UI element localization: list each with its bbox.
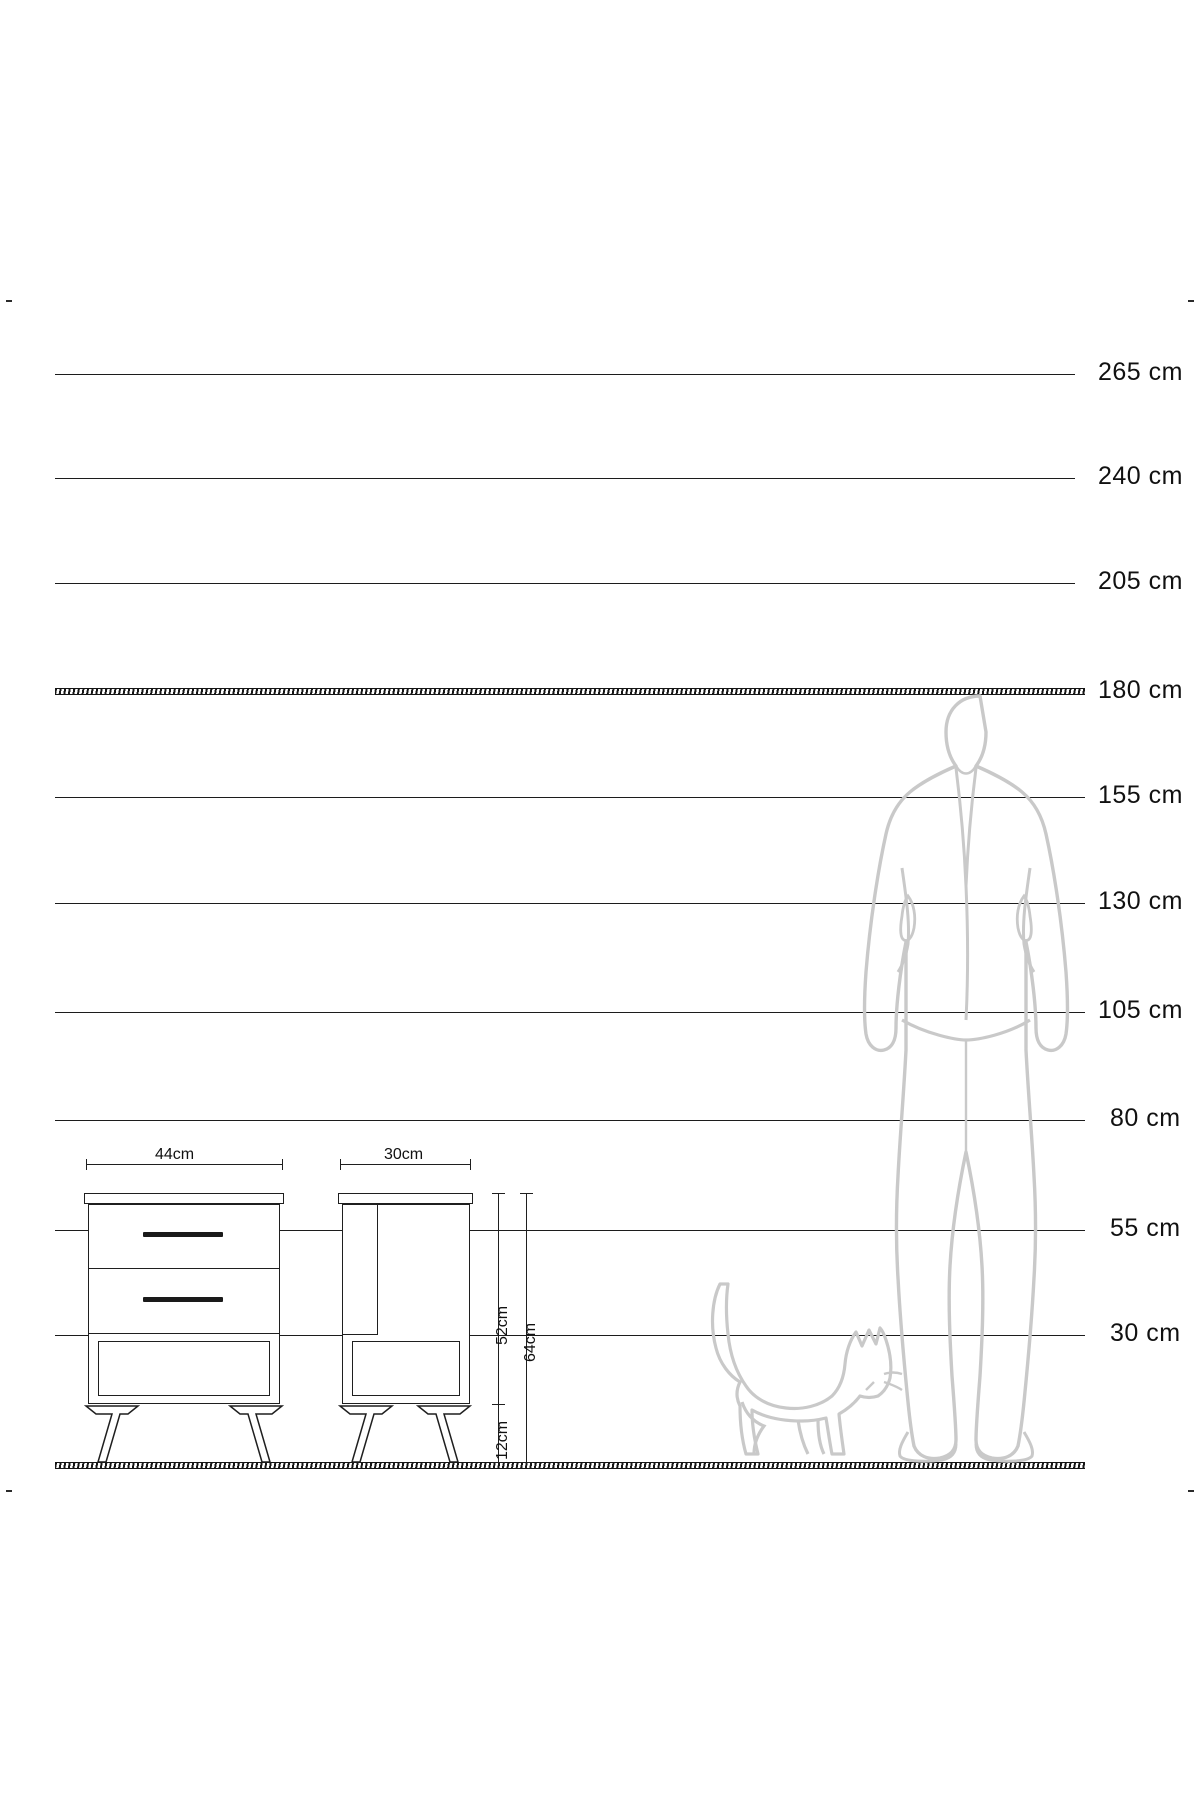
cabinet-leg-right <box>416 1404 472 1469</box>
dim-line-nightstand-width <box>86 1164 282 1165</box>
dim-cap-cabinet-width-left <box>340 1159 341 1170</box>
dim-label-nightstand-width: 44cm <box>155 1146 195 1163</box>
nightstand-leg-right <box>228 1404 284 1469</box>
dim-cap-cabinet-width-right <box>470 1159 471 1170</box>
nightstand-handle-top <box>143 1232 223 1237</box>
nightstand-leg-left <box>84 1404 140 1469</box>
corner-tick-top-right <box>1188 300 1194 302</box>
cabinet-top-board <box>338 1193 473 1204</box>
dim-label-leg-height: 12cm <box>494 1420 511 1460</box>
dim-cap-body-height-top <box>492 1193 505 1194</box>
dim-label-cabinet-width: 30cm <box>384 1146 424 1163</box>
scale-label-265: 265 cm <box>1098 358 1183 386</box>
nightstand-drawer-divider-1 <box>88 1268 280 1269</box>
scale-label-205: 205 cm <box>1098 567 1183 595</box>
scale-label-240: 240 cm <box>1098 462 1183 490</box>
man-silhouette <box>856 690 1106 1465</box>
corner-tick-top-left <box>6 300 12 302</box>
nightstand-drawer-divider-2 <box>88 1333 280 1334</box>
nightstand-handle-bottom <box>143 1297 223 1302</box>
dim-cap-leg-height-bottom <box>492 1462 505 1463</box>
dim-line-cabinet-width <box>340 1164 470 1165</box>
scale-label-80: 80 cm <box>1110 1104 1181 1132</box>
dim-label-total-height: 64cm <box>522 1322 539 1362</box>
scale-line-205 <box>55 583 1075 584</box>
dim-label-body-height: 52cm <box>494 1305 511 1345</box>
cabinet-lower-panel <box>352 1341 460 1396</box>
corner-tick-bottom-right <box>1188 1490 1194 1492</box>
scale-label-155: 155 cm <box>1098 781 1183 809</box>
scale-line-265 <box>55 374 1075 375</box>
scale-label-55: 55 cm <box>1110 1214 1181 1242</box>
scale-label-30: 30 cm <box>1110 1319 1181 1347</box>
dim-cap-total-height-top <box>520 1193 533 1194</box>
dim-cap-nightstand-width-left <box>86 1159 87 1170</box>
scale-line-240 <box>55 478 1075 479</box>
cabinet-side-panel <box>342 1204 378 1335</box>
cabinet-leg-left <box>338 1404 394 1469</box>
scale-label-105: 105 cm <box>1098 996 1183 1024</box>
corner-tick-bottom-left <box>6 1490 12 1492</box>
scale-label-130: 130 cm <box>1098 887 1183 915</box>
dim-cap-nightstand-width-right <box>282 1159 283 1170</box>
nightstand-top-board <box>84 1193 284 1204</box>
dim-line-body-height <box>498 1193 499 1404</box>
scale-label-180: 180 cm <box>1098 676 1183 704</box>
dim-cap-total-height-bottom <box>520 1462 533 1463</box>
nightstand-lower-panel <box>98 1341 270 1396</box>
